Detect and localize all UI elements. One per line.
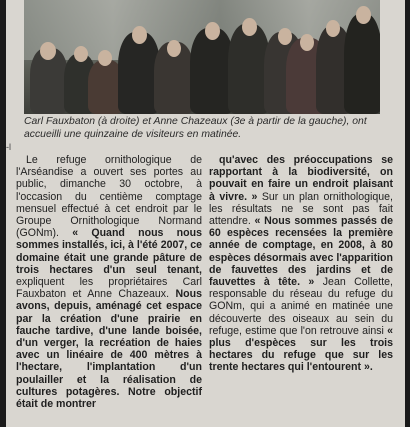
photo-person <box>344 14 380 114</box>
photo-face <box>205 22 220 40</box>
quote-text: « Nous sommes passés de 60 espèces recensées la première année de comptage, en 2008, à 80 espèces désormais avec l'apparition de fauvettes des jardins et de fauvettes à tête. » <box>209 215 393 289</box>
body-text: Le refuge ornithologique de l'Arséandise a ouvert ses portes au public, dimanche 30 octobre, à l'occasion du centième comptage mensuel effectué à cet endroit par le Groupe Ornithologique Normand (GONm). <box>16 154 202 240</box>
photo-face <box>300 34 314 51</box>
newspaper-clipping <box>6 0 405 427</box>
photo-face <box>132 26 147 44</box>
article-column-1 <box>16 154 202 410</box>
photo-face <box>74 46 88 62</box>
photo-face <box>326 20 340 37</box>
photo-face <box>356 6 371 24</box>
article-column-2 <box>209 154 393 374</box>
photo-face <box>278 28 292 45</box>
photo-face <box>40 42 56 60</box>
photo-face <box>98 50 112 66</box>
body-text: Sur un plan ornithologique, les résultats ne se sont pas fait attendre. <box>209 190 393 228</box>
body-text: expliquent les propriétaires Carl Fauxbaton et Anne Chazeaux. <box>16 276 202 301</box>
quote-text: qu'avec des préoccupations se rapportant à la biodiversité, on pouvait en faire un endroit plaisant à vivre. » <box>209 154 393 203</box>
photo-caption: Carl Fauxbaton (à droite) et Anne Chazeaux (3e à partir de la gauche), ont accueilli une quinzaine de visiteurs en matinée. <box>24 116 367 140</box>
photo-face <box>167 40 181 57</box>
quote-text: « plus d'espèces sur les trois hectares du refuge que sur les trente hectares qui l'entourent ». <box>209 324 393 374</box>
quote-text: « Quand nous nous sommes installés, ici, à l'été 2007, ce domaine était une grande pâture de trois hectares d'un seul tenant, <box>16 227 202 276</box>
group-photo <box>24 0 380 114</box>
body-text: Jean Collette, responsable du réseau du refuge du GONm, qui a animé en matinée une découverte des oiseaux au sein du refuge, estime que l'on retrouve ainsi <box>209 276 394 337</box>
article-paragraph <box>16 154 202 410</box>
quote-text: Nous avons, depuis, aménagé cet espace par la création d'une prairie en fauche tardive, d'une lande boisée, d'un verger, la recréation de haies avec un linéaire de 400 mètres à l'hectare, l'implantation d'un poulailler et la réalisation de cultures potagères. Notre objectif était de montrer <box>16 288 202 411</box>
article-paragraph <box>209 154 393 374</box>
adjacent-column-fragment: -l <box>6 142 11 152</box>
photo-face <box>242 18 257 36</box>
